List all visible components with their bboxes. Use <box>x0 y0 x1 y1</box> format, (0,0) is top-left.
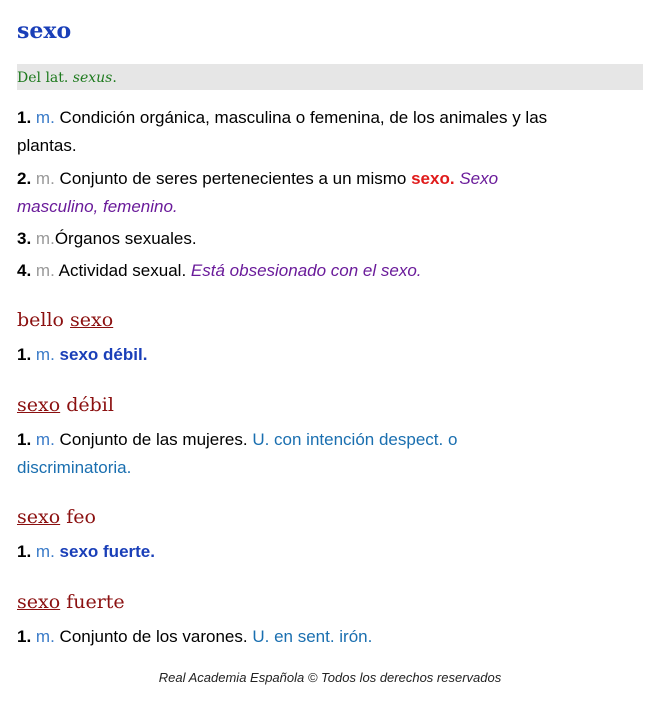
etymology-prefix: Del lat. <box>17 70 69 86</box>
usage-example: Sexo <box>459 169 499 188</box>
subentry-headword-link[interactable]: sexo <box>17 394 61 416</box>
entry-title: sexo <box>17 18 72 44</box>
subentry-headword-link[interactable]: sexo <box>17 591 61 613</box>
subentry-sense-continued <box>17 454 643 482</box>
subentry-sense <box>17 623 643 651</box>
sense-definition: Actividad sexual. <box>58 261 187 280</box>
sense-end-punct: . <box>150 542 155 561</box>
grammar-abbr: m. <box>35 261 55 280</box>
grammar-abbr: m. <box>35 345 55 364</box>
usage-example: Está obsesionado con el sexo. <box>190 261 422 280</box>
etymology-bar <box>17 64 643 90</box>
subentry-sense <box>17 426 643 454</box>
sense-number: 3. <box>17 229 32 248</box>
sense-number: 1. <box>17 542 32 561</box>
sense-3 <box>17 225 643 253</box>
headword-reference[interactable]: sexo. <box>411 169 455 188</box>
subentry-word: feo <box>66 506 96 528</box>
grammar-abbr: m. <box>35 169 55 188</box>
sense-definition: Conjunto de seres pertenecientes a un mismo <box>59 169 407 188</box>
subentry-heading <box>17 394 114 416</box>
sense-definition: Conjunto de los varones. <box>59 627 248 646</box>
sense-number: 1. <box>17 108 32 127</box>
usage-note-continued: discriminatoria <box>17 458 127 477</box>
grammar-abbr: m. <box>35 108 55 127</box>
sense-number: 2. <box>17 169 32 188</box>
sense-2 <box>17 165 643 193</box>
sense-definition-continued: plantas. <box>17 136 77 155</box>
subentry-sense <box>17 341 643 369</box>
subentry-word: bello <box>17 309 64 331</box>
sense-definition: Condición orgánica, masculina o femenina, de los animales y las <box>59 108 548 127</box>
sense-number: 1. <box>17 430 32 449</box>
usage-example-continued: masculino, femenino. <box>17 197 178 216</box>
subentry-sense <box>17 538 643 566</box>
usage-note: U. en sent. irón. <box>252 627 373 646</box>
usage-note: U. con intención despect. o <box>252 430 458 449</box>
sense-number: 1. <box>17 345 32 364</box>
grammar-abbr: m. <box>35 627 55 646</box>
sense-definition: Órganos sexuales. <box>54 229 197 248</box>
sense-end-punct: . <box>142 345 148 364</box>
subentry-heading <box>17 506 96 528</box>
sense-2-continued <box>17 193 643 221</box>
grammar-abbr: m. <box>35 229 55 248</box>
copyright-footer: Real Academia Española © Todos los derechos reservados <box>158 670 502 685</box>
sense-end-punct: . <box>126 458 132 477</box>
sense-1 <box>17 104 643 132</box>
cross-reference-link[interactable]: sexo débil <box>59 345 143 364</box>
subentry-headword-link[interactable]: sexo <box>70 309 114 331</box>
subentry-word: débil <box>66 394 114 416</box>
sense-number: 1. <box>17 627 32 646</box>
etymology-suffix: . <box>112 70 117 86</box>
subentry-word: fuerte <box>66 591 125 613</box>
sense-4 <box>17 257 643 285</box>
subentry-headword-link[interactable]: sexo <box>17 506 61 528</box>
etymology-word: sexus <box>72 70 113 86</box>
sense-number: 4. <box>17 261 32 280</box>
cross-reference-link[interactable]: sexo fuerte <box>59 542 151 561</box>
subentry-heading <box>17 309 113 331</box>
subentry-heading <box>17 591 125 613</box>
grammar-abbr: m. <box>35 542 55 561</box>
grammar-abbr: m. <box>35 430 55 449</box>
sense-1-continued <box>17 132 643 160</box>
sense-definition: Conjunto de las mujeres. <box>59 430 248 449</box>
